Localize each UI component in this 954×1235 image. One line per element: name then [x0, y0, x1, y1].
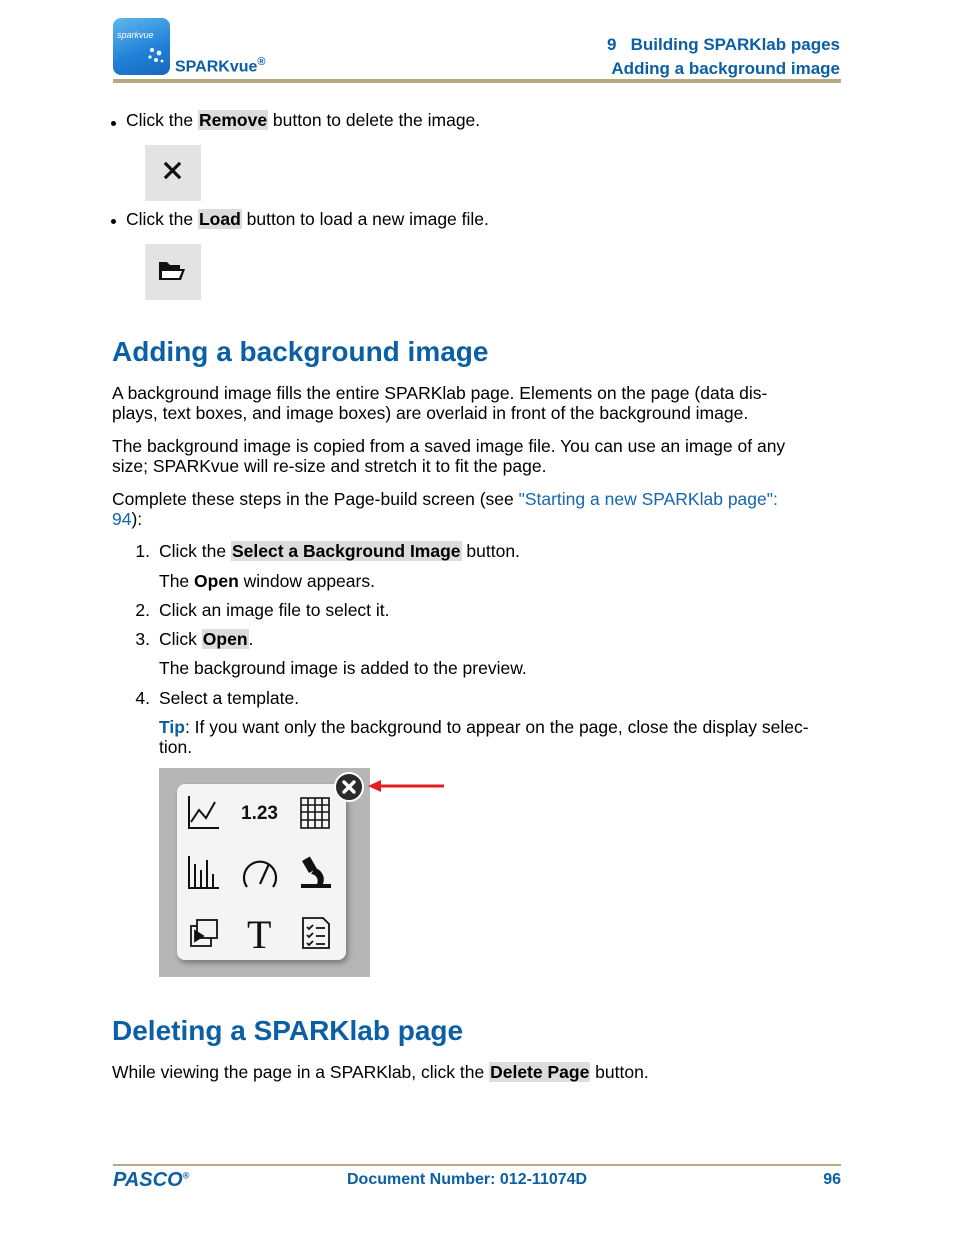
- display-palette-icons: [177, 784, 346, 960]
- media-icon[interactable]: [191, 920, 217, 946]
- step-3: 3. Click Open.: [135, 629, 254, 649]
- footer-rule: [113, 1164, 841, 1166]
- table-icon[interactable]: [301, 798, 329, 828]
- bullet-remove: Click the Remove button to delete the image.: [126, 110, 481, 130]
- step-4: 4. Select a template.: [135, 688, 300, 708]
- digits-icon[interactable]: 1.23: [241, 803, 278, 824]
- logo-dots-icon: [146, 46, 166, 66]
- select-background-keyword: Select a Background Image: [231, 541, 461, 561]
- section-heading-delete: Deleting a SPARKlab page: [112, 1015, 464, 1046]
- tip: Tip: If you want only the background to appear on the page, close the display selec- tion.: [159, 717, 809, 757]
- chapter-title: 9 Building SPARKlab pages: [607, 35, 840, 54]
- section-heading-background: Adding a background image: [112, 336, 489, 367]
- step-2: 2. Click an image file to select it.: [135, 600, 390, 620]
- page-reference-link[interactable]: 94: [112, 509, 132, 529]
- checklist-icon[interactable]: [303, 918, 329, 948]
- open-keyword: Open: [202, 629, 248, 649]
- document-number: Document Number: 012-11074D: [347, 1171, 588, 1188]
- cross-reference-link[interactable]: "Starting a new SPARKlab page":: [518, 489, 778, 509]
- page-number: 96: [823, 1171, 841, 1188]
- close-selection-callout: [333, 771, 448, 805]
- brand-name: SPARKvue®: [175, 56, 266, 76]
- folder-open-icon: [145, 244, 201, 300]
- step-1: 1. Click the Select a Background Image button.: [135, 541, 520, 561]
- load-keyword: Load: [198, 209, 241, 229]
- paragraph: A background image fills the entire SPARKlab page. Elements on the page (data dis- plays, text boxes, and image boxes) are overlaid in front of the background image.: [112, 383, 768, 423]
- close-selection-icon[interactable]: [335, 773, 363, 801]
- red-arrow-icon: [368, 780, 444, 792]
- paragraph: Complete these steps in the Page-build screen (see "Starting a new SPARKlab page": 94):: [112, 489, 778, 529]
- section-title: Adding a background image: [611, 59, 840, 78]
- remove-button[interactable]: [145, 145, 201, 201]
- meter-icon[interactable]: [244, 862, 276, 887]
- delete-page-keyword: Delete Page: [490, 1062, 590, 1082]
- bullet-dot: [111, 121, 116, 126]
- pasco-logo: PASCO®: [113, 1169, 190, 1191]
- paragraph: The background image is copied from a saved image file. You can use an image of any size; SPARKvue will re-size and stretch it to fit the page.: [112, 436, 786, 476]
- load-button[interactable]: [145, 244, 201, 300]
- bar-graph-icon[interactable]: [189, 856, 219, 888]
- step-3-note: The background image is added to the preview.: [159, 658, 527, 678]
- step-1-note: The Open window appears.: [159, 571, 375, 591]
- header-rule: [113, 79, 841, 83]
- logo-text: sparkvue: [117, 30, 154, 40]
- close-icon: [145, 145, 201, 201]
- bullet-load: Click the Load button to load a new image file.: [126, 209, 489, 229]
- tip-label: Tip: [159, 717, 185, 737]
- remove-keyword: Remove: [198, 110, 268, 130]
- running-header: [607, 33, 840, 81]
- microscope-icon[interactable]: [301, 856, 331, 888]
- graph-icon[interactable]: [189, 796, 219, 828]
- bullet-dot: [111, 219, 116, 224]
- sparkvue-logo: [113, 18, 170, 75]
- paragraph: While viewing the page in a SPARKlab, click the Delete Page button.: [112, 1062, 649, 1082]
- text-icon[interactable]: T: [247, 912, 272, 957]
